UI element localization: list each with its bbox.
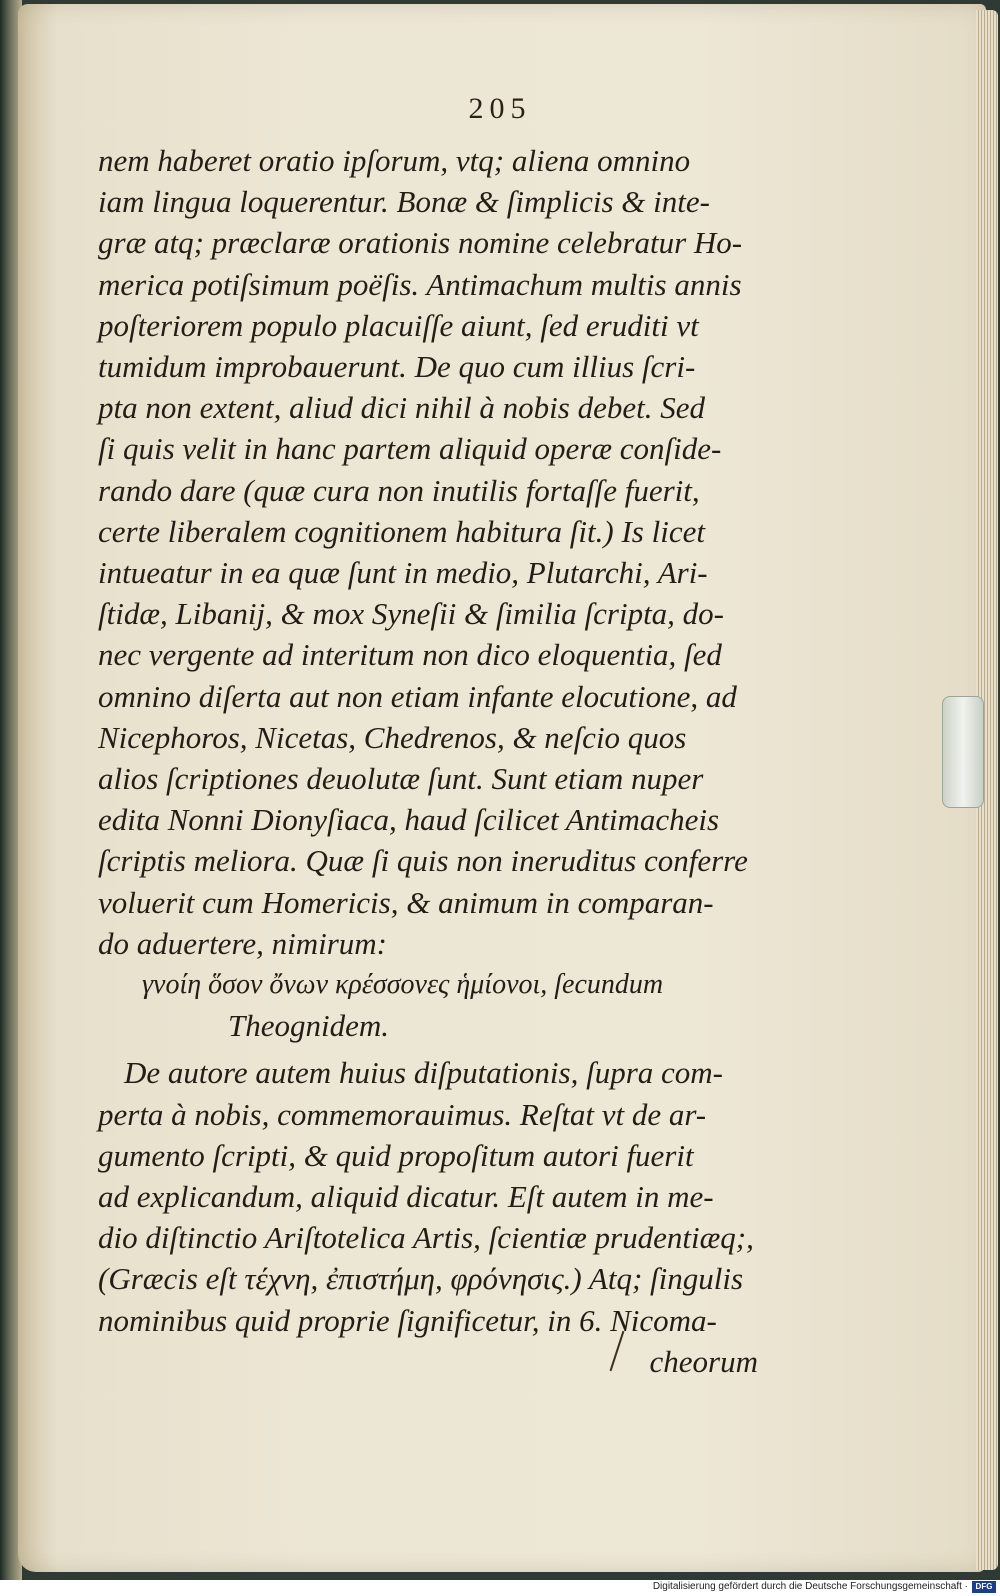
text-line: ſi quis velit in hanc partem aliquid operæ conſide- xyxy=(98,431,722,467)
text-line: ad explicandum, aliquid dicatur. Eſt autem in me- xyxy=(98,1179,714,1215)
text-line: nec vergente ad interitum non dico eloquentia, ſed xyxy=(98,637,722,673)
text-line: ſtidæ, Libanij, & mox Syneſii & ſimilia ſcripta, do- xyxy=(98,596,725,632)
text-line: Nicephoros, Nicetas, Chedrenos, & neſcio quos xyxy=(98,719,687,755)
greek-quote: γνοίη ὅσον ὄνων κρέσσονες ἡμίονοι, ſecundum xyxy=(142,969,664,1001)
text-line: iam lingua loquerentur. Bonæ & ſimplicis & inte- xyxy=(98,184,710,220)
text-line: poſteriorem populo placuiſſe aiunt, ſed eruditi vt xyxy=(98,307,699,343)
quote-attribution: Theognidem. xyxy=(228,1008,390,1044)
text-line: merica potiſsimum poëſis. Antimachum multis annis xyxy=(98,266,742,302)
text-line: certe liberalem cognitionem habitura ſit.) Is licet xyxy=(98,513,705,549)
text-line: perta à nobis, commemorauimus. Reſtat vt de ar- xyxy=(98,1096,707,1132)
text-line: do aduertere, nimirum: xyxy=(98,925,388,961)
text-line: dio diſtinctio Ariſtotelica Artis, ſcientiæ prudentiæq;, xyxy=(98,1220,754,1256)
page-number: 205 xyxy=(468,92,532,125)
catchword: cheorum xyxy=(649,1343,758,1379)
text-line: intueatur in ea quæ ſunt in medio, Plutarchi, Ari- xyxy=(98,555,708,591)
text-line: græ atq; præclaræ orationis nomine celebratur Ho- xyxy=(98,225,743,261)
text-line: voluerit cum Homericis, & animum in comparan- xyxy=(98,884,714,920)
text-line: De autore autem huius diſputationis, ſupra com- xyxy=(124,1055,724,1091)
text-line: alios ſcriptiones deuolutæ ſunt. Sunt etiam nuper xyxy=(98,761,704,797)
page-clip xyxy=(942,696,984,808)
text-line: (Græcis eſt τέχνη, ἐπιστήμη, φρόνησις.) Atq; ſingulis xyxy=(98,1261,744,1297)
dfg-logo-icon: DFG xyxy=(972,1581,996,1593)
text-line: pta non extent, aliud dici nihil à nobis debet. Sed xyxy=(98,390,705,426)
text-line: rando dare (quæ cura non inutilis fortaſſe fuerit, xyxy=(98,472,700,508)
digitization-credit: Digitalisierung gefördert durch die Deutsche Forschungsgemeinschaft · xyxy=(652,1581,968,1592)
body-text xyxy=(98,140,758,1382)
text-line: tumidum improbauerunt. De quo cum illius ſcri- xyxy=(98,349,696,385)
text-line: gumento ſcripti, & quid propoſitum autori fuerit xyxy=(98,1137,694,1173)
text-line: omnino diſerta aut non etiam infante elocutione, ad xyxy=(98,678,737,714)
text-line: nominibus quid proprie ſignificetur, in 6. Nicoma- xyxy=(98,1302,717,1338)
text-line: ſcriptis meliora. Quæ ſi quis non ineruditus conferre xyxy=(98,843,748,879)
text-line: edita Nonni Dionyſiaca, haud ſcilicet Antimacheis xyxy=(98,802,720,838)
text-line: nem haberet oratio ipſorum, vtq; aliena omnino xyxy=(98,143,691,178)
